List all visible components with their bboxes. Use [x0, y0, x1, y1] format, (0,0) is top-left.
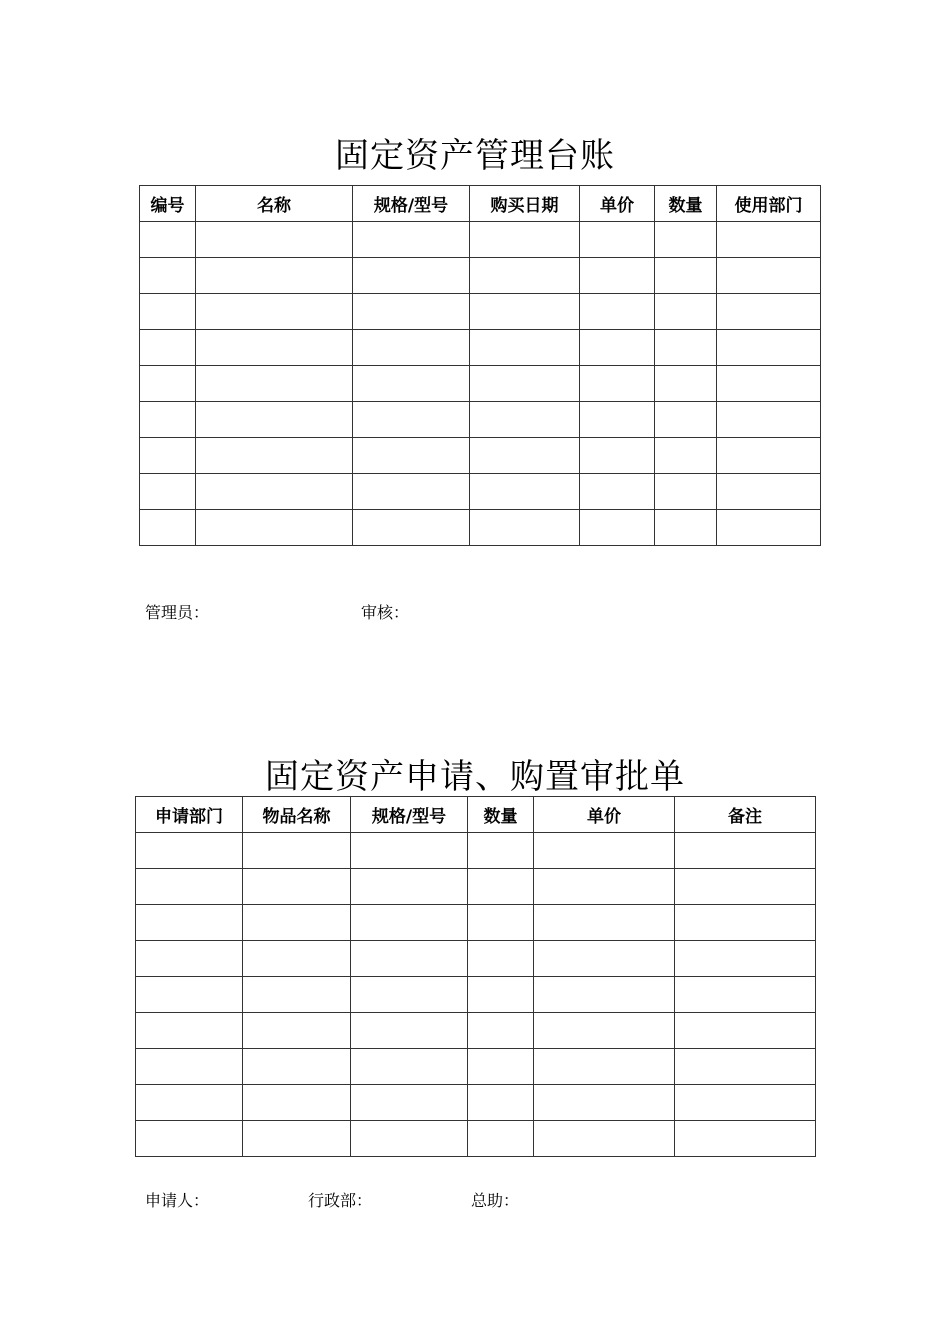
ledger-cell[interactable] [470, 330, 580, 366]
ledger-cell[interactable] [140, 366, 196, 402]
purchase-cell[interactable] [351, 1049, 468, 1085]
purchase-cell[interactable] [534, 1085, 675, 1121]
ledger-col-spec: 规格/型号 [353, 186, 470, 222]
ledger-cell[interactable] [196, 402, 353, 438]
ledger-cell[interactable] [580, 330, 655, 366]
ledger-col-purchase-date: 购买日期 [470, 186, 580, 222]
ledger-cell[interactable] [655, 330, 717, 366]
purchase-row [136, 905, 816, 941]
ledger-cell[interactable] [717, 222, 821, 258]
ledger-col-name: 名称 [196, 186, 353, 222]
purchase-cell[interactable] [136, 905, 243, 941]
ledger-cell[interactable] [196, 294, 353, 330]
purchase-cell[interactable] [243, 869, 351, 905]
ledger-cell[interactable] [580, 402, 655, 438]
ledger-cell[interactable] [196, 222, 353, 258]
ledger-header-row [140, 186, 821, 222]
ledger-cell[interactable] [717, 330, 821, 366]
purchase-form-title: 固定资产申请、购置审批单 [265, 757, 685, 797]
ledger-cell[interactable] [470, 222, 580, 258]
purchase-cell[interactable] [534, 869, 675, 905]
ledger-cell[interactable] [470, 402, 580, 438]
purchase-row [136, 833, 816, 869]
purchase-cell[interactable] [351, 1121, 468, 1157]
ledger-table [139, 185, 821, 546]
purchase-cell[interactable] [468, 1121, 534, 1157]
purchase-cell[interactable] [468, 1085, 534, 1121]
ledger-cell[interactable] [353, 258, 470, 294]
purchase-cell[interactable] [534, 1049, 675, 1085]
purchase-cell[interactable] [534, 905, 675, 941]
purchase-cell[interactable] [243, 1049, 351, 1085]
ledger-review-label: 审核： [361, 603, 410, 622]
purchase-cell[interactable] [534, 977, 675, 1013]
purchase-cell[interactable] [243, 1013, 351, 1049]
purchase-col-spec: 规格/型号 [351, 797, 468, 833]
ledger-cell[interactable] [470, 258, 580, 294]
purchase-cell[interactable] [675, 1013, 816, 1049]
ledger-cell[interactable] [470, 474, 580, 510]
ledger-cell[interactable] [655, 294, 717, 330]
purchase-cell[interactable] [243, 905, 351, 941]
purchase-cell[interactable] [534, 1013, 675, 1049]
purchase-cell[interactable] [468, 869, 534, 905]
purchase-col-item-name: 物品名称 [243, 797, 351, 833]
ledger-cell[interactable] [140, 330, 196, 366]
purchase-cell[interactable] [243, 977, 351, 1013]
purchase-col-remarks: 备注 [675, 797, 816, 833]
purchase-cell[interactable] [243, 941, 351, 977]
ledger-cell[interactable] [580, 366, 655, 402]
purchase-cell[interactable] [243, 1085, 351, 1121]
ledger-cell[interactable] [580, 258, 655, 294]
assistant-gm-label: 总助： [471, 1191, 520, 1210]
ledger-title: 固定资产管理台账 [335, 136, 615, 176]
purchase-cell[interactable] [675, 905, 816, 941]
ledger-cell[interactable] [353, 474, 470, 510]
ledger-cell[interactable] [353, 510, 470, 546]
purchase-cell[interactable] [468, 905, 534, 941]
ledger-cell[interactable] [717, 438, 821, 474]
purchase-cell[interactable] [351, 905, 468, 941]
ledger-row [140, 510, 821, 546]
ledger-cell[interactable] [196, 474, 353, 510]
ledger-cell[interactable] [140, 438, 196, 474]
ledger-col-quantity: 数量 [655, 186, 717, 222]
ledger-cell[interactable] [140, 474, 196, 510]
purchase-cell[interactable] [534, 941, 675, 977]
ledger-cell[interactable] [196, 330, 353, 366]
purchase-cell[interactable] [675, 977, 816, 1013]
ledger-cell[interactable] [470, 294, 580, 330]
ledger-cell[interactable] [655, 366, 717, 402]
ledger-cell[interactable] [470, 366, 580, 402]
purchase-cell[interactable] [136, 833, 243, 869]
purchase-cell[interactable] [136, 1049, 243, 1085]
ledger-cell[interactable] [196, 366, 353, 402]
purchase-col-quantity: 数量 [468, 797, 534, 833]
ledger-cell[interactable] [580, 438, 655, 474]
purchase-cell[interactable] [468, 977, 534, 1013]
purchase-form-table [135, 796, 816, 1157]
ledger-col-id: 编号 [140, 186, 196, 222]
purchase-form-header-row [136, 797, 816, 833]
ledger-cell[interactable] [353, 366, 470, 402]
ledger-row [140, 258, 821, 294]
ledger-cell[interactable] [196, 510, 353, 546]
ledger-cell[interactable] [353, 294, 470, 330]
purchase-row [136, 869, 816, 905]
purchase-cell[interactable] [534, 833, 675, 869]
purchase-cell[interactable] [136, 941, 243, 977]
purchase-cell[interactable] [136, 977, 243, 1013]
ledger-cell[interactable] [580, 474, 655, 510]
purchase-row [136, 1085, 816, 1121]
ledger-cell[interactable] [655, 222, 717, 258]
purchase-cell[interactable] [675, 1085, 816, 1121]
ledger-row [140, 366, 821, 402]
ledger-row [140, 438, 821, 474]
ledger-cell[interactable] [717, 366, 821, 402]
admin-dept-label: 行政部： [308, 1191, 373, 1210]
purchase-cell[interactable] [675, 1049, 816, 1085]
applicant-label: 申请人： [145, 1191, 210, 1210]
ledger-cell[interactable] [655, 510, 717, 546]
ledger-row [140, 330, 821, 366]
ledger-cell[interactable] [655, 438, 717, 474]
ledger-cell[interactable] [717, 402, 821, 438]
purchase-cell[interactable] [136, 869, 243, 905]
purchase-cell[interactable] [675, 1121, 816, 1157]
ledger-cell[interactable] [655, 474, 717, 510]
ledger-cell[interactable] [717, 258, 821, 294]
ledger-cell[interactable] [353, 438, 470, 474]
purchase-col-unit-price: 单价 [534, 797, 675, 833]
ledger-cell[interactable] [196, 258, 353, 294]
ledger-cell[interactable] [196, 438, 353, 474]
ledger-cell[interactable] [353, 222, 470, 258]
ledger-cell[interactable] [470, 510, 580, 546]
purchase-cell[interactable] [468, 833, 534, 869]
ledger-cell[interactable] [655, 402, 717, 438]
purchase-cell[interactable] [136, 1121, 243, 1157]
purchase-cell[interactable] [351, 1013, 468, 1049]
ledger-row [140, 222, 821, 258]
ledger-cell[interactable] [140, 402, 196, 438]
purchase-cell[interactable] [468, 1049, 534, 1085]
purchase-cell[interactable] [351, 977, 468, 1013]
purchase-cell[interactable] [468, 1013, 534, 1049]
purchase-col-department: 申请部门 [136, 797, 243, 833]
ledger-row [140, 474, 821, 510]
purchase-cell[interactable] [675, 833, 816, 869]
ledger-cell[interactable] [580, 510, 655, 546]
purchase-row [136, 1013, 816, 1049]
ledger-cell[interactable] [655, 258, 717, 294]
ledger-cell[interactable] [140, 294, 196, 330]
ledger-col-department: 使用部门 [717, 186, 821, 222]
ledger-cell[interactable] [140, 222, 196, 258]
purchase-cell[interactable] [351, 869, 468, 905]
ledger-col-unit-price: 单价 [580, 186, 655, 222]
ledger-cell[interactable] [353, 330, 470, 366]
ledger-cell[interactable] [717, 294, 821, 330]
purchase-cell[interactable] [243, 1121, 351, 1157]
purchase-cell[interactable] [351, 1085, 468, 1121]
ledger-cell[interactable] [580, 222, 655, 258]
ledger-cell[interactable] [717, 474, 821, 510]
purchase-row [136, 941, 816, 977]
purchase-cell[interactable] [468, 941, 534, 977]
ledger-admin-label: 管理员： [145, 603, 210, 622]
purchase-cell[interactable] [351, 941, 468, 977]
ledger-cell[interactable] [717, 510, 821, 546]
purchase-row [136, 1049, 816, 1085]
ledger-cell[interactable] [140, 510, 196, 546]
ledger-cell[interactable] [470, 438, 580, 474]
purchase-cell[interactable] [136, 1013, 243, 1049]
purchase-cell[interactable] [534, 1121, 675, 1157]
purchase-cell[interactable] [675, 941, 816, 977]
purchase-cell[interactable] [136, 1085, 243, 1121]
purchase-row [136, 977, 816, 1013]
purchase-cell[interactable] [675, 869, 816, 905]
ledger-cell[interactable] [140, 258, 196, 294]
ledger-row [140, 294, 821, 330]
purchase-row [136, 1121, 816, 1157]
purchase-cell[interactable] [243, 833, 351, 869]
ledger-cell[interactable] [353, 402, 470, 438]
ledger-row [140, 402, 821, 438]
ledger-cell[interactable] [580, 294, 655, 330]
purchase-cell[interactable] [351, 833, 468, 869]
